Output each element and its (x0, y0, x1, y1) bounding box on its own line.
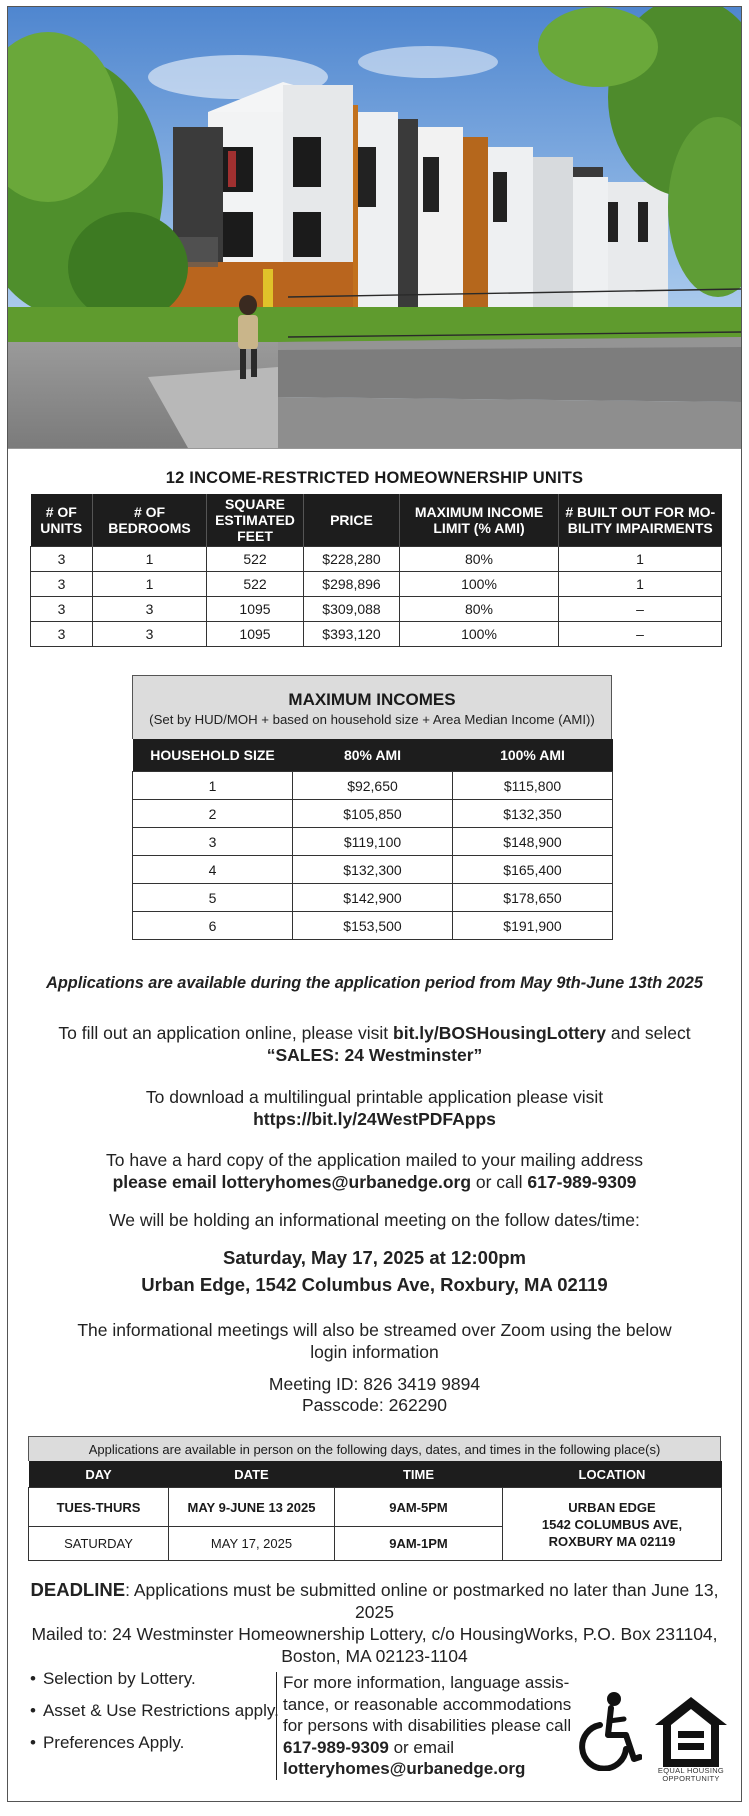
table-cell: $132,300 (293, 856, 453, 884)
table-cell: $119,100 (293, 828, 453, 856)
column-header: # BUILT OUT FOR MO-BILITY IMPAIRMENTS (559, 494, 722, 547)
table-cell: $228,280 (304, 547, 400, 572)
column-header: TIME (335, 1461, 503, 1488)
zoom-note: The informational meetings will also be streamed over Zoom using the below login information (77, 1320, 672, 1362)
table-cell: 3 (93, 597, 207, 622)
column-header: DATE (169, 1461, 335, 1488)
table-cell: $105,850 (293, 800, 453, 828)
column-header: SQUARE ESTIMATED FEET (207, 494, 304, 547)
table-row (31, 547, 722, 572)
table-cell: MAY 17, 2025 (169, 1527, 335, 1561)
column-header: # OF BEDROOMS (93, 494, 207, 547)
table-cell: $298,896 (304, 572, 400, 597)
meeting-details (28, 1244, 721, 1298)
multilingual-line: To download a multilingual printable application please visit (145, 1087, 604, 1107)
table-cell: 1095 (207, 597, 304, 622)
table-cell: 522 (207, 572, 304, 597)
table-row (133, 884, 613, 912)
table-cell: 1095 (207, 622, 304, 647)
flyer-page (7, 6, 742, 1802)
table-cell: 9AM-1PM (335, 1527, 503, 1561)
table-cell: 1 (93, 572, 207, 597)
table-cell: 100% (400, 572, 559, 597)
table-cell: 6 (133, 912, 293, 940)
schedule-caption: Applications are available in person on the following days, dates, and times in the following place(s) (28, 1436, 721, 1461)
table-cell: $309,088 (304, 597, 400, 622)
column-header: LOCATION (503, 1461, 722, 1488)
hardcopy-or-call: or call (471, 1172, 528, 1192)
info-or-email: or email (388, 1737, 455, 1757)
units-table-title: 12 INCOME-RESTRICTED HOMEOWNERSHIP UNITS (165, 469, 584, 487)
column-header: # OF UNITS (31, 494, 93, 547)
table-row (29, 1488, 722, 1527)
table-row (133, 856, 613, 884)
schedule-table (28, 1461, 722, 1561)
meeting-place: Urban Edge, 1542 Columbus Ave, Roxbury, MA 02119 (141, 1274, 608, 1295)
info-text: For more information, language assis-tance, or reasonable accommodations for persons with disabilities please call (283, 1673, 572, 1735)
column-header: DAY (29, 1461, 169, 1488)
conditions-list (30, 1667, 279, 1763)
table-cell: 80% (400, 547, 559, 572)
list-item: • Asset & Use Restrictions apply. (30, 1699, 279, 1731)
table-cell: 1 (93, 547, 207, 572)
table-cell: 3 (31, 597, 93, 622)
table-cell: 522 (207, 547, 304, 572)
list-item: • Selection by Lottery. (30, 1667, 279, 1699)
info-phone[interactable]: 617-989-9309 (283, 1737, 389, 1757)
table-row (133, 828, 613, 856)
hardcopy-email[interactable]: please email lotteryhomes@urbanedge.org (112, 1172, 472, 1192)
table-cell: 3 (31, 622, 93, 647)
townhouse-illustration (8, 7, 741, 448)
maximum-incomes-box (132, 675, 612, 940)
table-row (133, 772, 613, 800)
application-period-note: Applications are available during the application period from May 9th-June 13th 2025 (46, 974, 703, 992)
table-cell: TUES-THURS (29, 1488, 169, 1527)
table-row (31, 572, 722, 597)
table-cell: $178,650 (453, 884, 613, 912)
sales-selection: “SALES: 24 Westminster” (266, 1045, 483, 1065)
meeting-id: Meeting ID: 826 3419 9894 (268, 1374, 481, 1394)
mailing-address: Mailed to: 24 Westminster Homeownership Lottery, c/o HousingWorks, P.O. Box 231104, Boston, MA 02123-1104 (31, 1624, 718, 1666)
table-cell: 9AM-5PM (335, 1488, 503, 1527)
building-rendering-image (8, 7, 741, 449)
table-cell: MAY 9-JUNE 13 2025 (169, 1488, 335, 1527)
table-cell: 1 (559, 547, 722, 572)
table-cell: 80% (400, 597, 559, 622)
table-cell: 3 (31, 547, 93, 572)
zoom-login (28, 1374, 721, 1416)
equal-housing-opportunity-icon (651, 1689, 731, 1777)
equal-housing-opportunity-label: EQUAL HOUSING OPPORTUNITY (657, 1766, 725, 1783)
online-application-text (28, 1022, 721, 1066)
table-row (31, 622, 722, 647)
location-cell (503, 1488, 722, 1561)
hardcopy-phone[interactable]: 617-989-9309 (527, 1172, 637, 1192)
table-cell: 2 (133, 800, 293, 828)
lottery-link[interactable]: bit.ly/BOSHousingLottery (393, 1023, 606, 1043)
table-cell: $153,500 (293, 912, 453, 940)
meeting-intro: We will be holding an informational meeting on the follow dates/time: (109, 1210, 640, 1230)
column-header: HOUSEHOLD SIZE (133, 739, 293, 772)
hardcopy-text (28, 1149, 721, 1193)
pdf-apps-link[interactable]: https://bit.ly/24WestPDFApps (253, 1109, 496, 1129)
maximum-incomes-header (132, 675, 612, 739)
table-cell: 3 (133, 828, 293, 856)
table-cell: 3 (31, 572, 93, 597)
table-row (133, 912, 613, 940)
units-table-header (31, 494, 722, 547)
table-cell: 5 (133, 884, 293, 912)
column-header: MAXIMUM INCOME LIMIT (% AMI) (400, 494, 559, 547)
meeting-passcode: Passcode: 262290 (302, 1395, 447, 1415)
deadline-section (28, 1579, 721, 1667)
table-cell: $92,650 (293, 772, 453, 800)
info-email[interactable]: lotteryhomes@urbanedge.org (283, 1759, 526, 1778)
table-cell: 4 (133, 856, 293, 884)
location-line: 1542 COLUMBUS AVE, (541, 1516, 683, 1532)
table-cell: $142,900 (293, 884, 453, 912)
table-cell: $148,900 (453, 828, 613, 856)
table-cell: 1 (133, 772, 293, 800)
table-cell: 100% (400, 622, 559, 647)
table-cell: $165,400 (453, 856, 613, 884)
table-cell: $132,350 (453, 800, 613, 828)
table-cell: $393,120 (304, 622, 400, 647)
table-cell: SATURDAY (29, 1527, 169, 1561)
location-line: URBAN EDGE (568, 1499, 656, 1515)
table-cell: 1 (559, 572, 722, 597)
multilingual-text (28, 1086, 721, 1130)
deadline-label: DEADLINE (30, 1579, 126, 1600)
online-text-mid: and select (605, 1023, 691, 1043)
meeting-datetime: Saturday, May 17, 2025 at 12:00pm (222, 1247, 526, 1268)
table-cell: 3 (93, 622, 207, 647)
table-cell: $115,800 (453, 772, 613, 800)
table-cell: – (559, 622, 722, 647)
column-header: 100% AMI (453, 739, 613, 772)
column-header: PRICE (304, 494, 400, 547)
table-row (31, 597, 722, 622)
wheelchair-accessibility-icon (574, 1691, 642, 1771)
hardcopy-line: To have a hard copy of the application mailed to your mailing address (106, 1150, 643, 1170)
maximum-incomes-title: MAXIMUM INCOMES (288, 690, 456, 709)
table-cell: $191,900 (453, 912, 613, 940)
column-header: 80% AMI (293, 739, 453, 772)
deadline-text: : Applications must be submitted online or postmarked no later than June 13, 2025 (125, 1580, 719, 1622)
maximum-incomes-subtitle: (Set by HUD/MOH + based on household size + Area Median Income (AMI)) (149, 712, 595, 727)
in-person-schedule (28, 1436, 721, 1561)
units-table (30, 494, 722, 647)
schedule-table-header (29, 1461, 722, 1488)
table-row (133, 800, 613, 828)
maximum-incomes-table (132, 739, 613, 940)
table-cell: – (559, 597, 722, 622)
location-line: ROXBURY MA 02119 (548, 1533, 676, 1549)
list-item: • Preferences Apply. (30, 1731, 279, 1763)
incomes-table-header (133, 739, 613, 772)
online-text-pre: To fill out an application online, please visit (58, 1023, 394, 1043)
more-info-text (276, 1672, 579, 1780)
